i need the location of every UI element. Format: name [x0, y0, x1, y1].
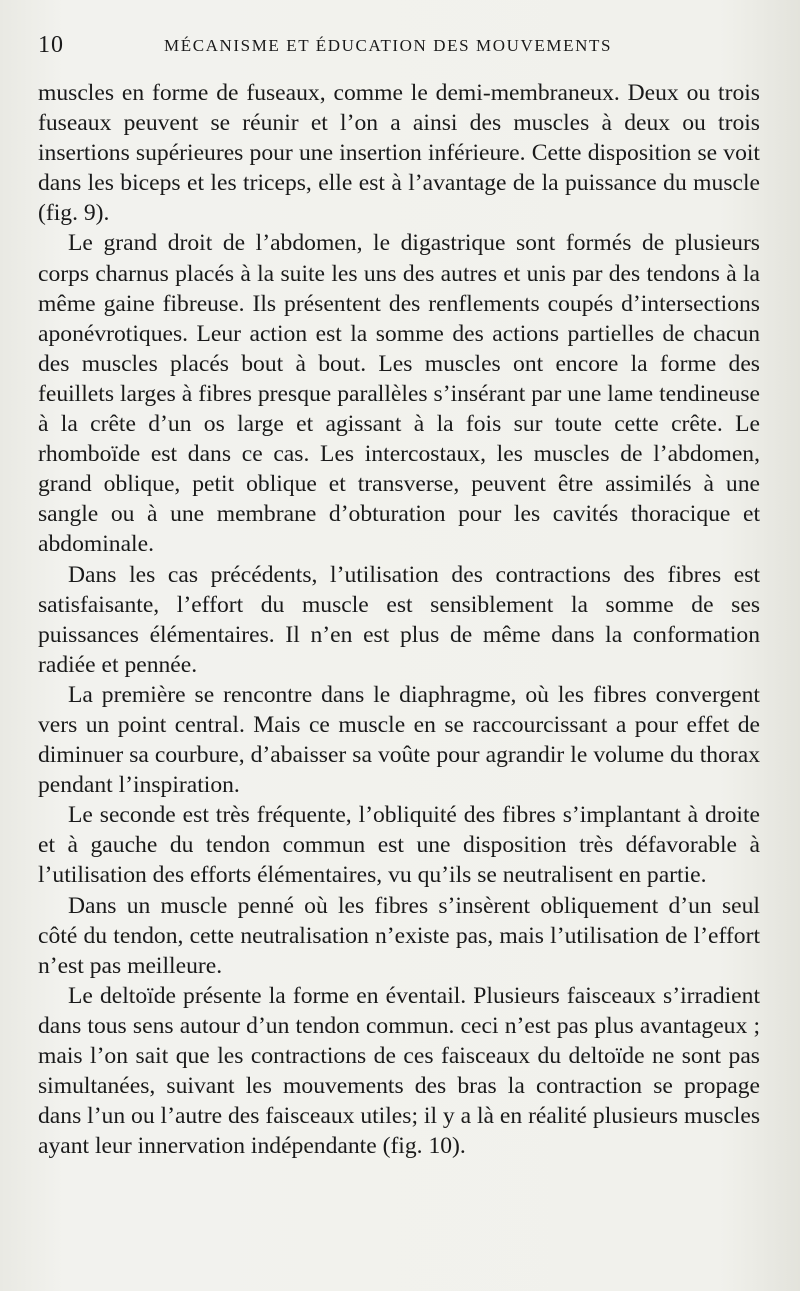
paragraph: Le grand droit de l’abdomen, le digastrique sont formés de plusieurs corps charnus placés à la suite les uns des autres et unis par des tendons à la même gaine fibreuse. Ils présentent des renflements coupés d’intersections aponévrotiques. Leur action est la somme des actions partielles de chacun des muscles placés bout à bout. Les muscles ont encore la forme des feuillets larges à fibres presque parallèles s’insérant par une lame tendineuse à la crête d’un os large et agissant à la fois sur toute cette crête. Le rhomboïde est dans ce cas. Les intercostaux, les muscles de l’abdomen, grand oblique, petit oblique et transverse, peuvent être assimilés à une sangle ou à une membrane d’obturation pour les cavités thoracique et abdominale. [38, 230, 760, 558]
page-header [38, 24, 760, 64]
paragraph: Le deltoïde présente la forme en éventail. Plusieurs faisceaux s’irradient dans tous sens autour d’un tendon commun. ceci n’est pas plus avantageux ; mais l’on sait que les contractions de ces faisceaux du deltoïde ne sont pas simultanées, suivant les mouvements des bras la contraction se propage dans l’un ou l’autre des faisceaux utiles; il y a là en réalité plusieurs muscles ayant leur innervation indépendante (fig. 10). [38, 982, 761, 1160]
paragraph: La première se rencontre dans le diaphragme, où les fibres convergent vers un point central. Mais ce muscle en se raccourcissant a pour effet de diminuer sa courbure, d’abaisser sa voûte pour agrandir le volume du thorax pendant l’inspiration. [38, 681, 760, 799]
paragraph: Le seconde est très fréquente, l’obliquité des fibres s’implantant à droite et à gauche du tendon commun est une disposition très défavorable à l’utilisation des efforts élémentaires, vu qu’ils se neutralisent en partie. [38, 802, 760, 889]
paragraph: Dans un muscle penné où les fibres s’insèrent obliquement d’un seul côté du tendon, cette neutralisation n’existe pas, mais l’utilisation de l’effort n’est pas meilleure. [38, 892, 760, 979]
page-number: 10 [38, 32, 64, 58]
paragraph: Dans les cas précédents, l’utilisation des contractions des fibres est satisfaisante, l’effort du muscle est sensiblement la somme de ses puissances élémentaires. Il n’en est plus de même dans la conformation radiée et pennée. [38, 561, 760, 678]
paragraph: muscles en forme de fuseaux, comme le demi-membraneux. Deux ou trois fuseaux peuvent se réunir et l’on a ainsi des muscles à deux ou trois insertions supérieures pour une insertion inférieure. Cette disposition se voit dans les biceps et les triceps, elle est à l’avantage de la puissance du muscle (fig. 9). [38, 80, 760, 227]
running-title: MÉCANISME ET ÉDUCATION DES MOUVEMENTS [164, 36, 612, 55]
body-text [38, 78, 760, 1161]
